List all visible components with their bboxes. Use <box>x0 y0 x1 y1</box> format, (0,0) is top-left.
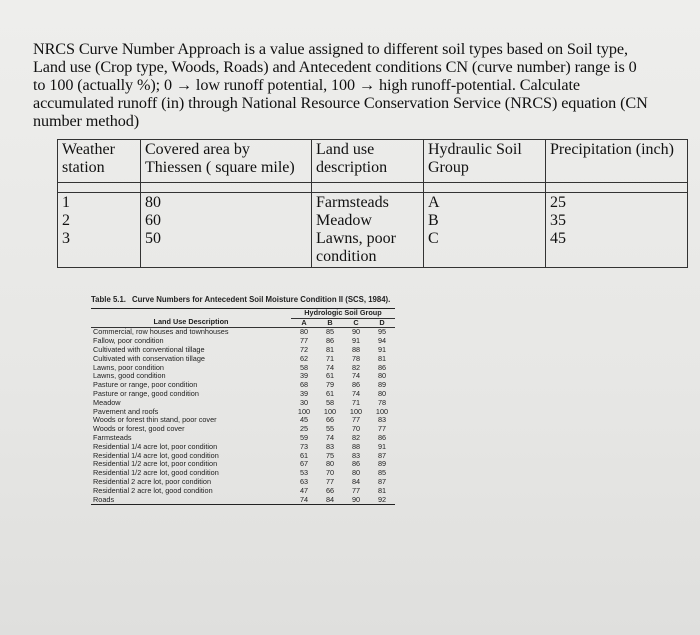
land-use-description: Pavement and roofs <box>93 406 159 416</box>
soil-group-value: B <box>428 212 439 229</box>
curve-number-value: 90 <box>343 496 369 505</box>
curve-number-value: 59 <box>299 432 309 442</box>
area-column <box>141 193 312 268</box>
header-text: Covered area by <box>145 141 250 158</box>
curve-number-value: 74 <box>291 496 317 505</box>
curve-number-value: 58 <box>325 397 335 407</box>
curve-number-value: 82 <box>351 362 361 372</box>
curve-number-value: 87 <box>377 450 387 460</box>
header-covered-area <box>141 140 312 183</box>
table-row <box>91 487 395 496</box>
curve-number-value: 61 <box>325 388 335 398</box>
header-text: description <box>316 159 388 176</box>
land-use-description: Residential 1/4 acre lot, good condition <box>93 450 219 460</box>
header-text: station <box>62 159 105 176</box>
table-title: Curve Numbers for Antecedent Soil Moisture Condition II (SCS, 1984). <box>131 295 391 304</box>
curve-number-value: 84 <box>351 476 361 486</box>
intro-line: number method) <box>33 112 140 130</box>
curve-number-value: 91 <box>351 336 361 346</box>
intro-line: accumulated runoff (in) through National Resource Conservation Service (NRCS) equation (CN <box>33 94 648 112</box>
header-soil-group <box>424 140 546 183</box>
table-spacer-row <box>58 183 688 193</box>
soil-group-column <box>424 193 546 268</box>
curve-number-value: 72 <box>299 344 309 354</box>
group-header: B <box>317 318 343 328</box>
land-use-description: Woods or forest, good cover <box>93 424 185 434</box>
soil-group-value: A <box>428 194 440 211</box>
curve-number-value: 77 <box>351 415 361 425</box>
land-use-description: Cultivated with conservation tillage <box>93 353 205 363</box>
land-use-description: Roads <box>91 496 291 505</box>
soil-group-value: C <box>428 230 439 247</box>
group-header: D <box>369 318 395 328</box>
watershed-data-table <box>57 139 688 268</box>
land-use-description: Pasture or range, poor condition <box>93 380 198 390</box>
curve-number-value: 80 <box>377 388 387 398</box>
curve-number-value: 77 <box>325 476 335 486</box>
land-use-description: Residential 2 acre lot, poor condition <box>93 476 212 486</box>
intro-line: Land use (Crop type, Woods, Roads) and Antecedent conditions CN (curve number) range is 0 <box>33 58 637 76</box>
table-label: Table 5.1. <box>91 295 126 304</box>
curve-number-value: 83 <box>351 450 361 460</box>
cn-header-row <box>91 308 395 318</box>
intro-line: to 100 (actually %); 0 → low runoff potential, 100 → high runoff-potential. Calculate <box>33 76 580 94</box>
header-text: Thiessen ( square mile) <box>145 159 295 176</box>
curve-number-value: 66 <box>325 485 335 495</box>
header-text: Hydraulic Soil <box>428 141 522 158</box>
header-land-use <box>312 140 424 183</box>
curve-number-value: 70 <box>351 424 361 434</box>
curve-number-value: 80 <box>325 459 335 469</box>
curve-number-value: 82 <box>351 432 361 442</box>
curve-number-value: 67 <box>299 459 309 469</box>
header-text: Weather <box>62 141 115 158</box>
curve-number-value: 89 <box>377 380 387 390</box>
curve-number-value: 74 <box>351 388 361 398</box>
land-use-description: Farmsteads <box>93 432 132 442</box>
curve-number-value: 94 <box>377 336 387 346</box>
table-body-row <box>58 193 688 268</box>
land-use-column <box>312 193 424 268</box>
curve-number-value: 91 <box>377 441 387 451</box>
curve-number-value: 77 <box>299 336 309 346</box>
header-precipitation <box>546 140 688 183</box>
land-use-value: Lawns, poor <box>316 230 396 247</box>
land-use-description: Residential 1/2 acre lot, poor condition <box>93 459 218 469</box>
curve-number-value: 58 <box>299 362 309 372</box>
curve-number-value: 86 <box>351 380 361 390</box>
curve-number-value: 61 <box>299 450 309 460</box>
table-header-row <box>58 140 688 183</box>
curve-number-value: 45 <box>299 415 309 425</box>
land-use-description: Residential 1/2 acre lot, good condition <box>93 468 219 478</box>
land-use-description: Meadow <box>93 397 121 407</box>
curve-number-value: 88 <box>351 344 361 354</box>
curve-number-table <box>91 308 395 506</box>
station-value: 3 <box>62 230 70 247</box>
curve-number-value: 62 <box>299 353 309 363</box>
land-use-description: Pasture or range, good condition <box>93 388 199 398</box>
land-use-description: Residential 1/4 acre lot, poor condition <box>93 441 218 451</box>
curve-number-value: 73 <box>299 441 309 451</box>
curve-number-value: 74 <box>325 432 335 442</box>
hydrologic-soil-group-header: Hydrologic Soil Group <box>291 308 395 318</box>
land-use-description: Cultivated with conventional tillage <box>93 344 205 354</box>
header-text: Land use <box>316 141 375 158</box>
table-caption <box>91 296 396 305</box>
land-use-description: Lawns, poor condition <box>93 362 164 372</box>
curve-number-value: 75 <box>325 450 335 460</box>
table-row <box>91 496 395 505</box>
curve-number-value: 90 <box>351 327 361 337</box>
curve-number-value: 79 <box>325 380 335 390</box>
curve-number-value: 77 <box>377 424 387 434</box>
curve-number-value: 39 <box>299 388 309 398</box>
curve-number-value: 89 <box>377 459 387 469</box>
curve-number-value: 71 <box>351 397 361 407</box>
area-value: 80 <box>145 194 161 211</box>
curve-number-value: 74 <box>351 371 361 381</box>
problem-statement <box>33 40 673 130</box>
curve-number-value: 39 <box>299 371 309 381</box>
curve-number-value: 47 <box>299 485 309 495</box>
group-header: A <box>291 318 317 328</box>
land-use-description: Residential 2 acre lot, good condition <box>93 485 213 495</box>
precipitation-value: 35 <box>550 212 566 229</box>
land-use-description: Fallow, poor condition <box>93 336 164 346</box>
curve-number-value: 74 <box>325 362 335 372</box>
curve-number-table-figure <box>91 296 396 505</box>
header-weather-station <box>58 140 141 183</box>
precipitation-value: 45 <box>550 230 566 247</box>
curve-number-value: 95 <box>377 327 387 337</box>
curve-number-value: 86 <box>325 336 335 346</box>
curve-number-value: 85 <box>325 327 335 337</box>
curve-number-value: 68 <box>299 380 309 390</box>
curve-number-value: 63 <box>299 476 309 486</box>
curve-number-value: 83 <box>377 415 387 425</box>
precipitation-value: 25 <box>550 194 566 211</box>
curve-number-value: 61 <box>325 371 335 381</box>
header-text: Group <box>428 159 469 176</box>
station-value: 1 <box>62 194 70 211</box>
curve-number-value: 25 <box>299 424 309 434</box>
curve-number-value: 87 <box>377 476 387 486</box>
curve-number-value: 91 <box>377 344 387 354</box>
land-use-value: Farmsteads <box>316 194 389 211</box>
table-row <box>91 425 395 434</box>
land-use-description: Commercial, row houses and townhouses <box>93 327 229 337</box>
header-text: Precipitation (inch) <box>550 141 674 158</box>
area-value: 60 <box>145 212 161 229</box>
curve-number-value: 100 <box>349 406 363 416</box>
land-use-description-header: Land Use Description <box>91 318 291 328</box>
curve-number-value: 80 <box>299 327 309 337</box>
curve-number-value: 86 <box>351 459 361 469</box>
curve-number-value: 84 <box>317 496 343 505</box>
curve-number-value: 83 <box>325 441 335 451</box>
area-value: 50 <box>145 230 161 247</box>
curve-number-value: 85 <box>377 468 387 478</box>
group-header: C <box>343 318 369 328</box>
curve-number-value: 92 <box>369 496 395 505</box>
curve-number-value: 81 <box>377 485 387 495</box>
curve-number-value: 81 <box>325 344 335 354</box>
land-use-value: condition <box>316 248 377 265</box>
curve-number-value: 78 <box>351 353 361 363</box>
curve-number-value: 53 <box>299 468 309 478</box>
curve-number-value: 70 <box>325 468 335 478</box>
precipitation-column <box>546 193 688 268</box>
curve-number-value: 86 <box>377 362 387 372</box>
curve-number-value: 30 <box>299 397 309 407</box>
station-column <box>58 193 141 268</box>
curve-number-value: 66 <box>325 415 335 425</box>
intro-line: NRCS Curve Number Approach is a value assigned to different soil types based on Soil type, <box>33 40 628 58</box>
curve-number-value: 100 <box>323 406 337 416</box>
curve-number-value: 86 <box>377 432 387 442</box>
curve-number-value: 100 <box>375 406 389 416</box>
curve-number-value: 100 <box>297 406 311 416</box>
curve-number-value: 81 <box>377 353 387 363</box>
curve-number-value: 78 <box>377 397 387 407</box>
land-use-value: Meadow <box>316 212 372 229</box>
land-use-description: Lawns, good condition <box>93 371 166 381</box>
table-row <box>91 390 395 399</box>
station-value: 2 <box>62 212 70 229</box>
curve-number-value: 71 <box>325 353 335 363</box>
curve-number-value: 80 <box>351 468 361 478</box>
curve-number-value: 77 <box>351 485 361 495</box>
curve-number-value: 88 <box>351 441 361 451</box>
land-use-description: Woods or forest thin stand, poor cover <box>93 415 217 425</box>
curve-number-value: 55 <box>325 424 335 434</box>
curve-number-value: 80 <box>377 371 387 381</box>
